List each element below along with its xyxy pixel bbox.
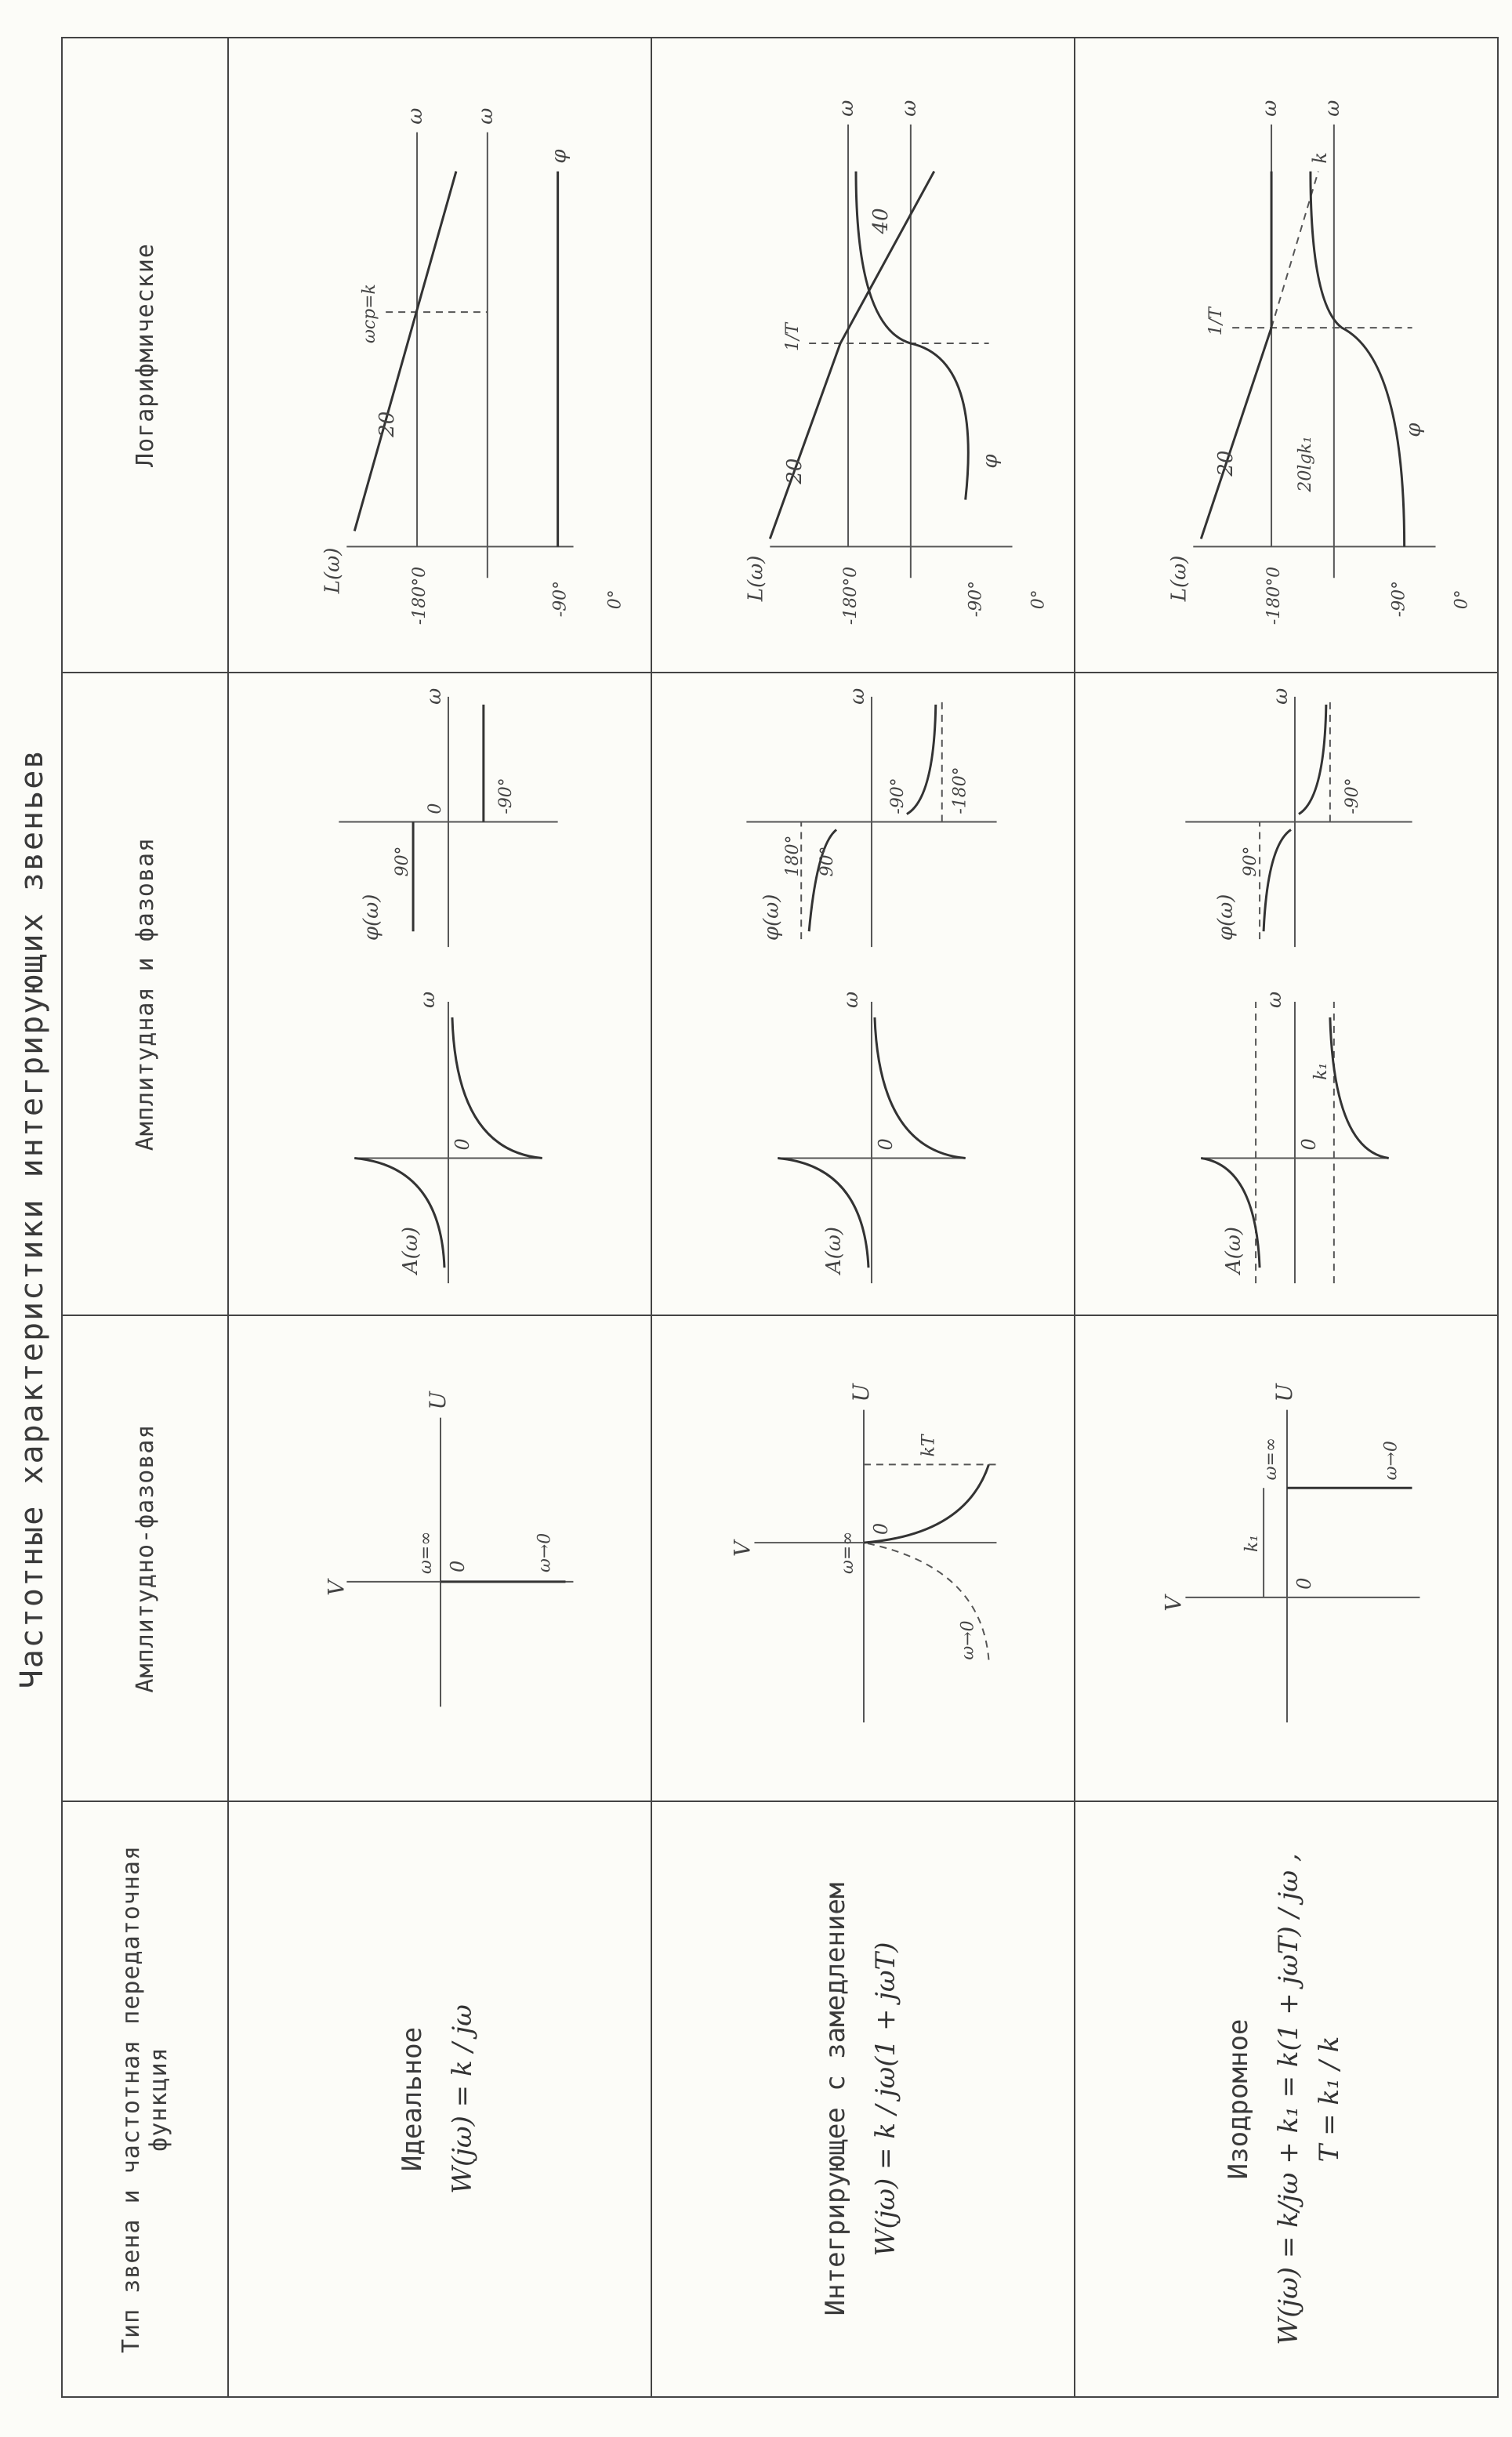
amplitude-curve <box>1330 1017 1389 1159</box>
l-label: L(ω) <box>321 547 345 594</box>
u-label: U <box>1271 1384 1297 1402</box>
origin-label: 0 <box>1293 1577 1315 1590</box>
header-ampl-and-phase: Амплитудная и фазовая <box>131 836 159 1151</box>
magnitude-line <box>1201 328 1271 539</box>
l-label: L(ω) <box>1167 555 1191 602</box>
m180-label: -180° <box>950 767 970 814</box>
m90-label: -90° <box>1342 778 1362 814</box>
w-label: ω <box>897 100 921 117</box>
page-title: Частотные характеристики интегрирующих звеньев <box>14 748 50 1689</box>
phi-label: φ(ω) <box>1214 894 1238 941</box>
log-plot-lag <box>652 38 1074 672</box>
tf-ideal <box>229 1802 651 2396</box>
header-type-tf: Тип звена и частотная передаточная функция <box>118 1844 172 2354</box>
w-inf-label: ω=∞ <box>838 1531 858 1574</box>
header-ampl-phase: Амплитудно-фазовая <box>131 1423 159 1693</box>
phi-label: φ <box>978 454 1003 469</box>
magnitude-line <box>354 172 456 531</box>
amp-phase-plot-ideal <box>229 673 651 1315</box>
formula: W(jω) = k/jω + k₁ = k(1 + jωT) / jω , <box>1273 1853 1304 2345</box>
m180-label: -180°0 <box>841 566 861 626</box>
deg0-label: 0° <box>1452 589 1472 610</box>
w-zero-label: ω→0 <box>535 1532 555 1572</box>
log-plot-ideal <box>229 38 651 672</box>
p90-label: 90° <box>393 846 413 877</box>
w-label: ω <box>845 687 869 705</box>
gain-label: 20lgk₁ <box>1295 436 1315 492</box>
tf-isodromic <box>1075 1802 1497 2396</box>
w-label: ω <box>422 687 446 705</box>
kt-label: kT <box>919 1434 939 1457</box>
amp-phase-plot-lag <box>652 673 1074 1315</box>
link-name: Интегрирующее с замедлением <box>820 1882 851 2316</box>
phase-curve <box>1311 172 1405 547</box>
deg0-label: 0° <box>605 589 625 610</box>
phase-curve <box>1264 830 1291 932</box>
header-row <box>62 38 228 2397</box>
nyquist-plot-lag <box>652 1316 1074 1801</box>
amp-phase-plot-isodromic <box>1075 673 1497 1315</box>
phi-label: φ(ω) <box>760 894 784 941</box>
p180-label: 180° <box>783 835 803 877</box>
zero-label: 0 <box>425 803 445 814</box>
slope-label: 20 <box>1214 450 1238 477</box>
w-label: ω <box>473 107 498 125</box>
u-label: U <box>847 1384 874 1402</box>
phase-curve <box>1299 705 1326 814</box>
w-label: ω <box>1320 100 1344 117</box>
formula: T = k₁ / k <box>1314 2036 1345 2163</box>
phi-label: φ <box>547 149 571 164</box>
m180-label: -180°0 <box>1264 566 1285 626</box>
w-label: ω <box>835 100 859 117</box>
link-name: Идеальное <box>397 2026 428 2172</box>
w-zero-label: ω→0 <box>958 1620 978 1660</box>
a-label: A(ω) <box>1222 1227 1246 1275</box>
m90-label: -90° <box>966 580 986 618</box>
a-label: A(ω) <box>822 1227 847 1275</box>
k-label: k <box>1308 152 1331 164</box>
a-label: A(ω) <box>399 1227 423 1275</box>
v-label: V <box>1160 1595 1187 1612</box>
amplitude-curve <box>452 1017 542 1159</box>
row-ideal <box>228 38 651 2397</box>
header-log: Логарифмические <box>131 243 159 467</box>
k1-label: k₁ <box>1242 1534 1263 1553</box>
w-label: ω <box>1263 991 1287 1008</box>
p90-label: 90° <box>818 846 838 877</box>
magnitude-line <box>770 343 840 539</box>
corner-label: 1/T <box>1206 307 1227 336</box>
w-label: ω <box>839 991 864 1008</box>
w-label: ω <box>1258 100 1282 117</box>
slope-label: 20 <box>783 458 807 484</box>
zero-label: 0 <box>1297 1138 1320 1151</box>
tf-lag <box>652 1802 1074 2396</box>
origin-label: 0 <box>446 1560 469 1572</box>
m180-label: -180°0 <box>410 566 430 626</box>
origin-label: 0 <box>869 1522 892 1536</box>
nyquist-plot-ideal <box>229 1316 651 1801</box>
phi-label: φ(ω) <box>360 894 384 941</box>
wcr-label: ωср=k <box>360 284 380 344</box>
p90-label: 90° <box>1241 846 1261 877</box>
zero-label: 0 <box>874 1138 897 1151</box>
w-inf-label: ω=∞ <box>1261 1437 1282 1481</box>
magnitude-line <box>840 172 934 343</box>
amplitude-curve <box>875 1017 966 1159</box>
v-label: V <box>729 1540 756 1558</box>
phi-label: φ <box>1401 422 1426 437</box>
l-label: L(ω) <box>744 555 768 602</box>
nyquist-plot-isodromic <box>1075 1316 1497 1801</box>
u-label: U <box>424 1391 451 1410</box>
formula: W(jω) = k / jω <box>447 2004 478 2194</box>
log-plot-isodromic <box>1075 38 1497 672</box>
link-name: Изодромное <box>1223 2018 1254 2180</box>
slope-label: 40 <box>868 208 893 234</box>
m90-label: -90° <box>550 580 571 618</box>
m90-label: -90° <box>1389 580 1409 618</box>
row-isodromic <box>1075 38 1498 2397</box>
characteristics-table <box>61 37 1499 2398</box>
k1-label: k₁ <box>1311 1062 1331 1080</box>
w-label: ω <box>1268 687 1293 705</box>
phase-curve <box>809 830 836 932</box>
w-label: ω <box>404 107 428 125</box>
slope-label: 20 <box>375 411 400 437</box>
zero-label: 0 <box>451 1138 473 1151</box>
m90-label: -90° <box>887 778 908 814</box>
w-label: ω <box>416 991 441 1008</box>
row-lag <box>651 38 1075 2397</box>
m90-label: -90° <box>495 778 516 814</box>
phase-curve <box>907 705 936 814</box>
deg0-label: 0° <box>1028 589 1049 610</box>
corner-label: 1/T <box>783 323 803 352</box>
w-zero-label: ω→0 <box>1381 1441 1401 1481</box>
w-inf-label: ω=∞ <box>416 1531 437 1574</box>
v-label: V <box>323 1579 350 1596</box>
formula: W(jω) = k / jω(1 + jωT) <box>870 1942 901 2257</box>
